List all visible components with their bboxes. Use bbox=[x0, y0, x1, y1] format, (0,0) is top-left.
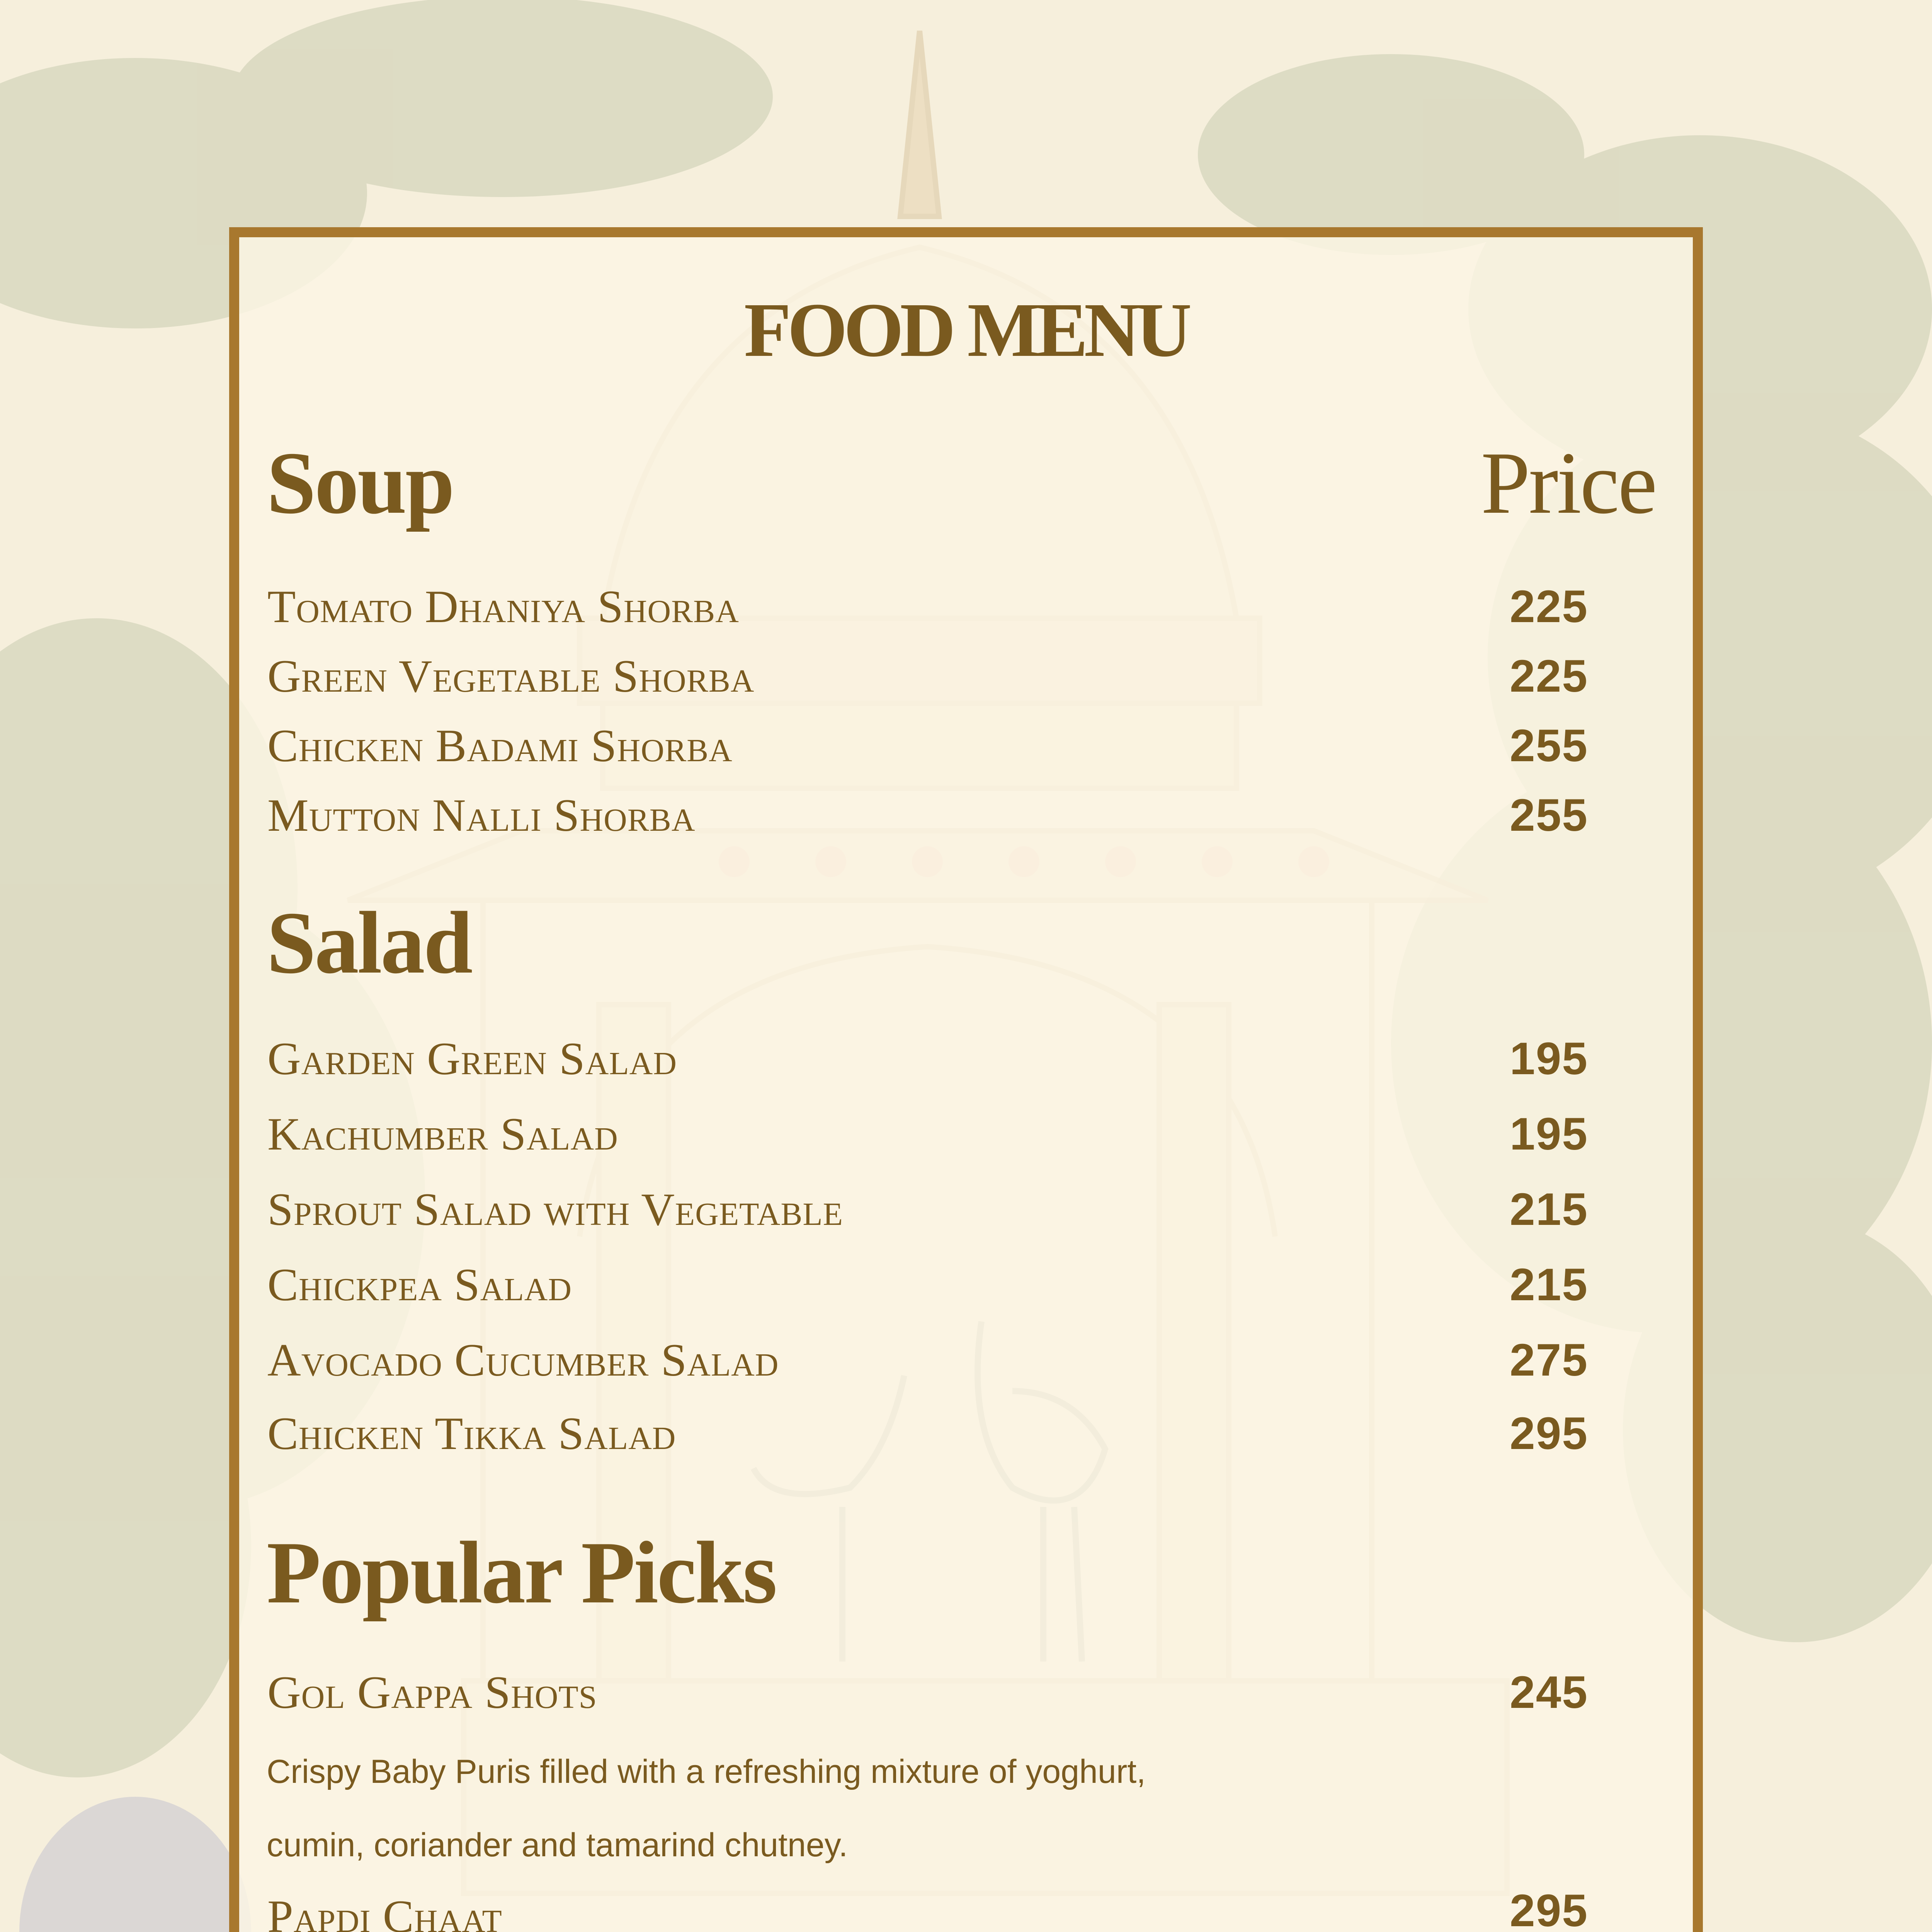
menu-item-description: Crispy Baby Puris filled with a refreshing mixture of yoghurt, bbox=[267, 1753, 1146, 1790]
menu-item-name: Papdi Chaat bbox=[267, 1891, 502, 1932]
menu-item-price: 195 bbox=[1510, 1109, 1588, 1160]
menu-item-price: 295 bbox=[1510, 1408, 1588, 1459]
menu-item-name: Chicken Badami Shorba bbox=[267, 720, 733, 771]
menu-item-price: 255 bbox=[1510, 720, 1588, 771]
menu-item-name: Mutton Nalli Shorba bbox=[267, 789, 696, 841]
menu-item-price: 245 bbox=[1510, 1667, 1588, 1718]
menu-item-price: 225 bbox=[1510, 651, 1588, 702]
menu-item-price: 255 bbox=[1510, 790, 1588, 841]
menu-item-name: Kachumber Salad bbox=[267, 1108, 618, 1160]
menu-item-name: Garden Green Salad bbox=[267, 1033, 677, 1084]
menu-item-name: Gol Gappa Shots bbox=[267, 1667, 597, 1718]
price-column-heading: Price bbox=[1481, 434, 1656, 532]
menu-item-name: Sprout Salad with Vegetable bbox=[267, 1184, 844, 1235]
menu-item-price: 275 bbox=[1510, 1335, 1588, 1386]
menu-item-name: Green Vegetable Shorba bbox=[267, 650, 755, 702]
menu-item-name: Avocado Cucumber Salad bbox=[267, 1334, 779, 1386]
menu-item-price: 195 bbox=[1510, 1033, 1588, 1084]
menu-item-name: Chicken Tikka Salad bbox=[267, 1408, 676, 1459]
menu-item-description: cumin, coriander and tamarind chutney. bbox=[267, 1827, 848, 1864]
menu-item-price: 215 bbox=[1510, 1259, 1588, 1310]
popular-picks-heading: Popular Picks bbox=[267, 1523, 776, 1622]
menu-item-price: 215 bbox=[1510, 1184, 1588, 1235]
salad-heading: Salad bbox=[267, 893, 471, 992]
soup-heading: Soup bbox=[267, 434, 453, 532]
menu-item-name: Chickpea Salad bbox=[267, 1259, 572, 1310]
menu-item-price: 295 bbox=[1510, 1885, 1588, 1932]
menu-item-name: Tomato Dhaniya Shorba bbox=[267, 581, 739, 632]
menu-item-price: 225 bbox=[1510, 581, 1588, 632]
menu-title: FOOD MENU bbox=[744, 287, 1188, 373]
